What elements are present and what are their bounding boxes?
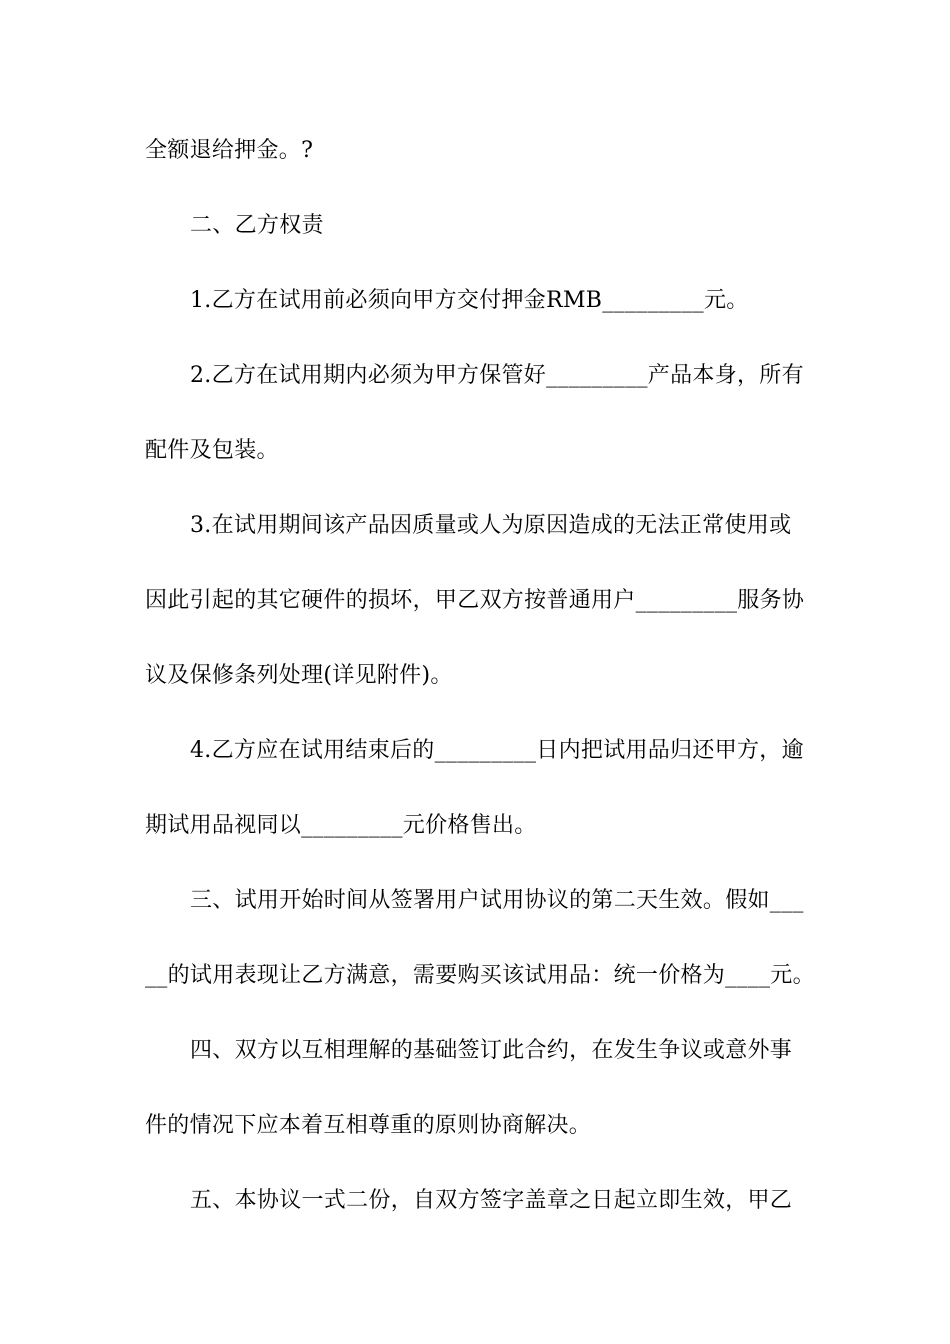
clause-3-damage: 3.在试用期间该产品因质量或人为原因造成的无法正常使用或: [190, 513, 792, 538]
section-four-disputes: 四、双方以互相理解的基础签订此合约，在发生争议或意外事: [190, 1038, 793, 1063]
section-three-start-time: 三、试用开始时间从签署用户试用协议的第二天生效。假如___: [190, 888, 804, 913]
section-four-continued: 件的情况下应本着互相尊重的原则协商解决。: [145, 1113, 592, 1138]
clause-1-deposit: 1.乙方在试用前必须向甲方交付押金RMB_________元。: [190, 288, 749, 313]
clause-2-continued: 配件及包装。: [145, 438, 279, 463]
clause-3-continued-1: 因此引起的其它硬件的损坏，甲乙双方按普通用户_________服务协: [145, 588, 805, 613]
clause-4-continued: 期试用品视同以_________元价格售出。: [145, 813, 537, 838]
clause-4-return: 4.乙方应在试用结束后的_________日内把试用品归还甲方，逾: [190, 738, 804, 763]
section-heading-party-b-rights: 二、乙方权责: [190, 213, 324, 238]
clause-2-safekeeping: 2.乙方在试用期内必须为甲方保管好_________产品本身，所有: [190, 363, 804, 388]
section-three-continued: __的试用表现让乙方满意，需要购买该试用品：统一价格为____元。: [145, 963, 815, 988]
clause-3-continued-2: 议及保修条列处理(详见附件)。: [145, 663, 453, 688]
section-five-copies: 五、本协议一式二份，自双方签字盖章之日起立即生效，甲乙: [190, 1188, 793, 1213]
text-line-deposit-refund: 全额退给押金。?: [145, 138, 314, 163]
